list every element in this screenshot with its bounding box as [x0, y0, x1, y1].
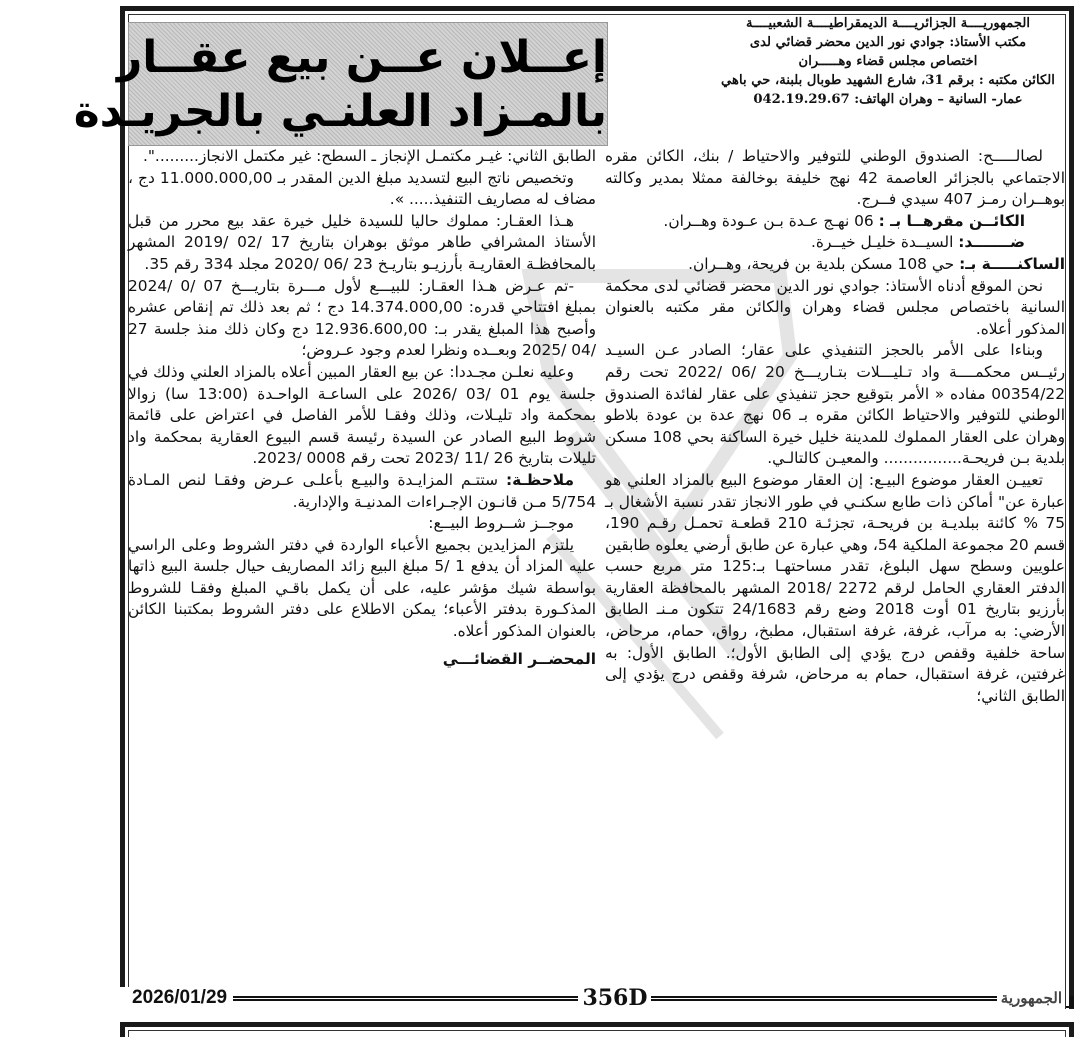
newspaper-name: الجمهورية — [1000, 989, 1063, 1007]
left-column — [128, 146, 596, 670]
title-line-2: بالمـزاد العلنـي بالجريـدة — [73, 86, 607, 137]
office-name-line: مكتب الأستاذ: جوادي نور الدين محضر قضائي لدى — [749, 35, 1027, 50]
resident-label: الساكنـــــة بـ: — [959, 254, 1065, 273]
second-floor-paragraph: الطابق الثاني: غيـر مكتمـل الإنجاز ـ السطح: غير مكتمل الانجاز.........". — [142, 147, 596, 165]
terms-title: موجــز شــروط البيــع: — [428, 514, 574, 533]
bailiff-office-header — [710, 14, 1066, 109]
jurisdiction-line: اختصاص مجلس قضاء وهـــــران — [798, 54, 978, 69]
against-label: ضـــــــد: — [958, 233, 1025, 252]
ad-reference: 356D — [582, 985, 648, 1011]
previous-offer-paragraph: -تم عـرض هـذا العقـار: للبيـــع لأول مـــرة بتاريـــخ 07 /0 /2024 بمبلغ افتتاحي قدره: 14.374.000,00 دج ؛ ثم بعد ذلك تم إنقاص عشره وأصبح هذا المبلغ يقدر بـ: 12.936.600,00 دج وكان ذلك منذ جلسة 27 /04 /2025 وبعــده ونظرا لعدم وجود عـروض؛ — [128, 276, 596, 360]
property-description-paragraph: تعييـن العقار موضوع البيـع: إن العقار موضوع البيع بالمزاد العلني هو عبارة عن" أماكن ذات طابع سكنـي في طور الانجاز تقدر نسبة الأشغال بـ 75 % كائنة ببلديـة بن فريحـة، تجزئـة 210 قطعـة تحمـل رقـم 190، قسم 20 مجموعة الملكية 54، وهي عبارة عن طابق أرضي يعلوه طابقين علويين وسطح سهل البلوغ، تقدر مساحتهـا بـ:125 متر مربع حسب الدفتر العقاري الحامل لرقم 2272 /2018 المشهر بالمحافظة العقارية بأرزيو بتاريخ 01 أوت 2018 وضع رقم 24/1683 تتكون مـنـ الطابق الأرضي: به مرآب، غرفة، غرفة استقبال، مطبخ، رواق، حمام، مرحاض، ساحة خلفية وقفص درج يؤدي إلى الطابق الأول؛. الطابق الأول: به غرفتين، غرفة استقبال، حمام به مرحاض، شرفة وقفص درج يؤدي إلى الطابق الثاني؛ — [605, 470, 1066, 705]
against-line — [605, 232, 1065, 254]
resident-value: حي 108 مسكن بلدية بن فريحة، وهــران. — [688, 254, 960, 273]
resident-line — [605, 254, 1065, 276]
publication-date: 2026/01/29 — [120, 987, 233, 1009]
footer-rule-right — [651, 996, 996, 1001]
seizure-order-paragraph: وبناءا على الأمر بالحجز التنفيذي على عقار؛ الصادر عـن السيـد رئيــس محكمــــة واد تـليـــلات بتـاريـــخ 20 /06 /2022 تحت رقم 00354/22 مفاده « الأمر بتوقيع حجز تنفيذي على عقار لفائدة الصندوق الوطني للتوفير والاحتياط الكائن مقره بـ 06 نهج عدة بن عودة بلاطو وهران على العقار المملوك للمدينة خليل خيرة الساكنة بحي 108 مسكن بلدية بـن فريحـة................ والمعيـن كالتالـي. — [605, 341, 1066, 468]
phone-line: عمار- السانية – وهران الهاتف: 042.19.29.67 — [753, 92, 1023, 107]
note-paragraph — [128, 470, 596, 513]
ad-content — [73, 6, 1074, 996]
note-text: ستتـم المزايـدة والبيـع بأعلـى عـرض وفقـا لنص المـادة 5/754 مـن قانـون الإجـراءات المدنيـة والإدارية. — [128, 470, 596, 511]
note-label: ملاحظـة: — [505, 470, 574, 489]
page-footer — [120, 986, 1074, 1010]
signature: المحضــر القضائـــي — [442, 649, 596, 668]
seat-label: الكائــن مقرهــا بـ : — [878, 211, 1025, 230]
seat-line — [605, 211, 1065, 233]
title-line-1: إعــلان عــن بيع عقــار — [116, 32, 607, 83]
ownership-paragraph: هـذا العقـار: مملوك حاليا للسيدة خليل خيرة عقد بيع محرر من قبل الأستاذ المشرافي طاهر موثق بوهران بتاريخ 17 /02 /2019 المشهر بالمحافظـة العقاريـة بأرزيـو بتاريـخ 23 /06 /2020 مجلد 334 رقم 35. — [128, 211, 597, 273]
title-banner — [73, 22, 608, 146]
new-auction-paragraph: وعليه نعلـن مجـددا: عن بيع العقار المبين أعلاه بالمزاد العلني وذلك في جلسة يوم 01 /03 /2026 على الساعـة الواحـدة (13:00 سا) زوالا بمحكمة واد تليـلات، وذلك وفقـا للأمر الفاصل في اعتراض على قائمة شروط البيع الصادر عن السيدة رئيسة قسم البيوع العقارية بمحكمة واد تليلات بتاريخ 26 /11 /2023 تحت رقم 0008 /2023. — [128, 362, 597, 468]
seat-value: 06 نهـج عـدة بـن عـودة وهــران. — [663, 211, 879, 230]
next-ad-frame — [120, 1022, 1074, 1037]
proceeds-paragraph: وتخصيص ناتج البيع لتسديد مبلغ الدين المقدر بـ 11.000.000,00 دج ، مضاف له مصاريف التنفيذ..... ». — [128, 168, 596, 209]
footer-rule-left — [233, 996, 578, 1001]
against-value: السيــدة خليـل خيــرة. — [811, 233, 959, 252]
republic-line: الجمهوريــــة الجزائريــــة الديمقراطيــــة الشعبيــــة — [745, 16, 1031, 31]
bailiff-paragraph: نحن الموقع أدناه الأستاذ: جوادي نور الدين محضر قضائي لدى محكمة السانية باختصاص مجلس قضاء وهران والكائن مقر مكتبه بالعنوان المذكور أعلاه. — [605, 276, 1065, 338]
terms-paragraph: يلتزم المزايدين بجميع الأعباء الواردة في دفتر الشروط وعلى الراسي عليه المزاد أن يدفع 1 /5 مبلغ البيع زائد المصاريف حيال جلسة البيع ذاتها بواسطة شيك مؤشر عليه، على أن يكمل باقـي المبلغ وفقـا للشروط المذكـورة بدفتر الأعباء؛ يمكن الاطلاع على دفتر الشروط بمكتبنا الكائن بالعنوان المذكور أعلاه. — [128, 535, 596, 641]
right-column — [605, 146, 1065, 707]
address-line: الكائن مكتبه : برقم 31، شارع الشهيد طوبال بلبنة، حي باهي — [721, 73, 1055, 88]
beneficiary-paragraph: لصالـــــح: الصندوق الوطني للتوفير والاحتياط / بنك، الكائن مقره الاجتماعي بالجزائر العاصمة 42 نهج خليفة بوخالفة ممثلا بمدير وكالته بوهــران رمـز 407 سيدي فــرج. — [605, 147, 1065, 209]
